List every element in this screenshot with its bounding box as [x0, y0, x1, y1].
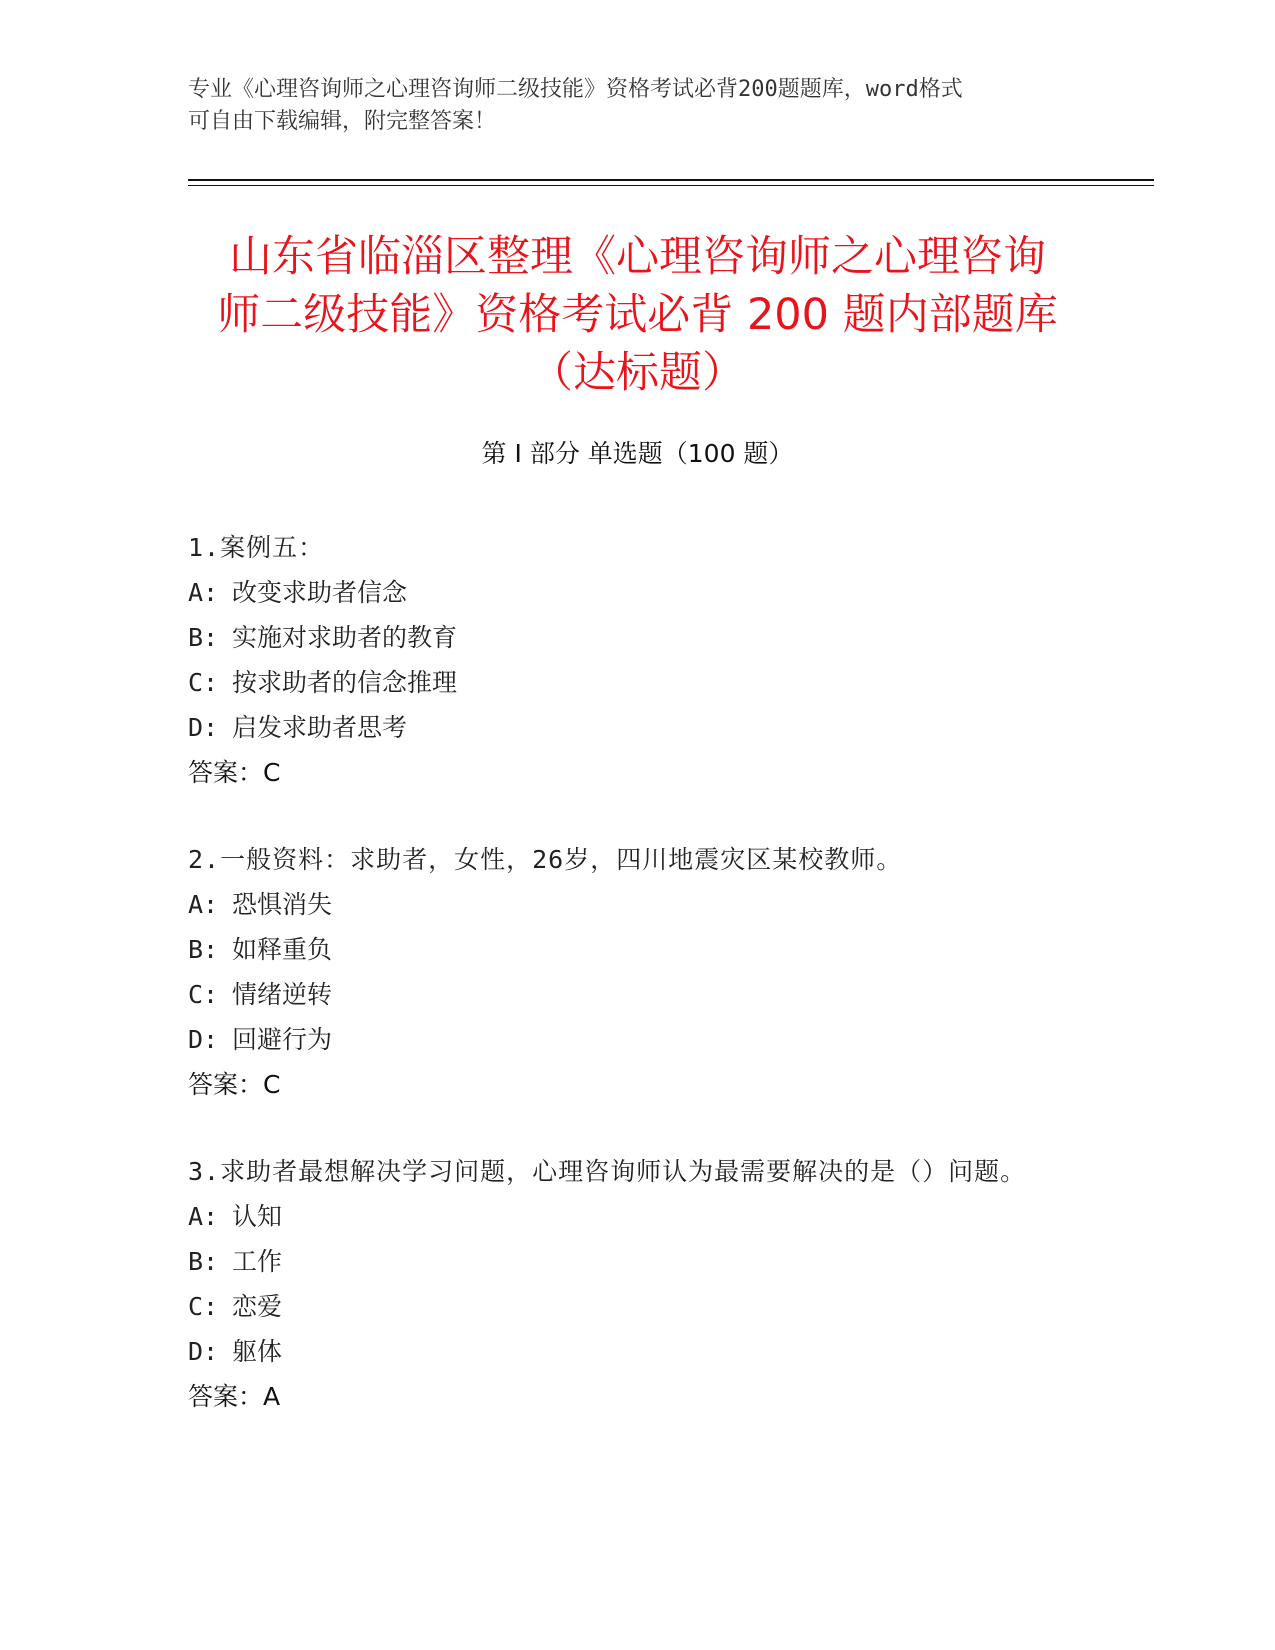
- option-letter: D:: [188, 713, 219, 742]
- option-letter: D:: [188, 1025, 219, 1054]
- option-text: 按求助者的信念推理: [232, 668, 458, 697]
- option-d: [188, 1329, 1068, 1374]
- option-b: [188, 927, 1068, 972]
- option-text: 如释重负: [232, 935, 333, 964]
- answer-line: 答案：C: [188, 1070, 281, 1099]
- question-stem: 3.求助者最想解决学习问题，心理咨询师认为最需要解决的是（）问题。: [188, 1157, 1027, 1186]
- option-letter: C:: [188, 1292, 219, 1321]
- answer-line: 答案：C: [188, 758, 281, 787]
- question-3: [188, 1149, 1068, 1419]
- question-list: [188, 525, 1068, 1461]
- question-stem: 1.案例五：: [188, 533, 325, 562]
- section-heading: 第 I 部分 单选题（100 题）: [481, 439, 794, 468]
- option-text: 恐惧消失: [232, 890, 333, 919]
- header-divider-thin: [188, 185, 1154, 186]
- header-note: [188, 74, 1068, 138]
- option-c: [188, 1284, 1068, 1329]
- document-title-line-3: （达标题）: [530, 348, 745, 398]
- document-title-line-2: 师二级技能》资格考试必背 200 题内部题库: [217, 290, 1058, 340]
- option-a: [188, 570, 1068, 615]
- option-text: 实施对求助者的教育: [232, 623, 458, 652]
- option-letter: D:: [188, 1337, 219, 1366]
- option-letter: B:: [188, 623, 219, 652]
- option-letter: B:: [188, 935, 219, 964]
- option-text: 情绪逆转: [232, 980, 333, 1009]
- option-text: 启发求助者思考: [232, 713, 408, 742]
- option-text: 认知: [232, 1202, 283, 1231]
- option-c: [188, 660, 1068, 705]
- option-letter: C:: [188, 980, 219, 1009]
- option-b: [188, 615, 1068, 660]
- answer-line: 答案：A: [188, 1382, 281, 1411]
- option-c: [188, 972, 1068, 1017]
- option-text: 工作: [232, 1247, 283, 1276]
- header-note-line-2: 可自由下载编辑，附完整答案！: [188, 109, 497, 134]
- header-note-line-1: 专业《心理咨询师之心理咨询师二级技能》资格考试必背200题题库，word格式: [188, 77, 963, 102]
- option-letter: A:: [188, 890, 219, 919]
- question-2: [188, 837, 1068, 1107]
- option-a: [188, 882, 1068, 927]
- option-d: [188, 1017, 1068, 1062]
- document-title-line-1: 山东省临淄区整理《心理咨询师之心理咨询: [229, 232, 1046, 282]
- question-1: [188, 525, 1068, 795]
- document-title: [150, 228, 1125, 402]
- header-divider-thick: [188, 179, 1154, 181]
- option-text: 躯体: [232, 1337, 283, 1366]
- question-stem: 2.一般资料：求助者，女性，26岁，四川地震灾区某校教师。: [188, 845, 903, 874]
- option-text: 回避行为: [232, 1025, 333, 1054]
- option-letter: A:: [188, 1202, 219, 1231]
- option-text: 恋爱: [232, 1292, 283, 1321]
- option-letter: C:: [188, 668, 219, 697]
- option-letter: A:: [188, 578, 219, 607]
- option-b: [188, 1239, 1068, 1284]
- option-d: [188, 705, 1068, 750]
- option-a: [188, 1194, 1068, 1239]
- option-text: 改变求助者信念: [232, 578, 408, 607]
- option-letter: B:: [188, 1247, 219, 1276]
